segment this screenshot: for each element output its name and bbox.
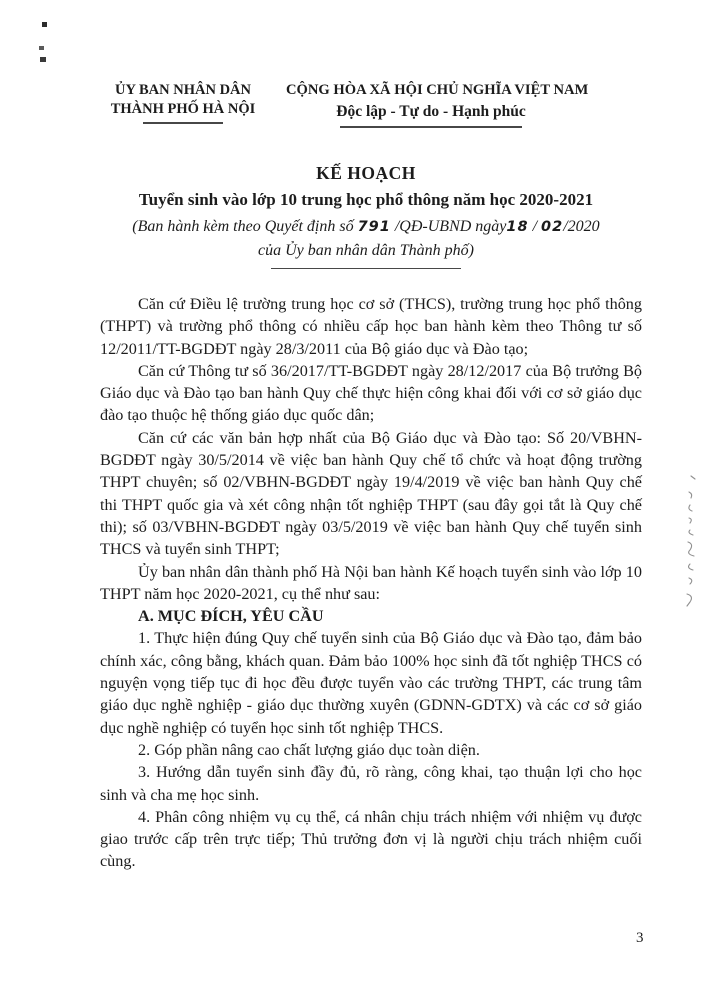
scan-speck — [40, 57, 46, 62]
issuance-separator: / — [528, 218, 542, 235]
handwriting-scribble-icon — [680, 472, 698, 617]
scan-speck — [42, 22, 47, 27]
national-title: CỘNG HÒA XÃ HỘI CHỦ NGHĨA VIỆT NAM — [286, 82, 589, 98]
section-heading-a: A. MỤC ĐÍCH, YÊU CẦU — [138, 607, 324, 626]
scan-speck — [39, 46, 44, 50]
item-2: 2. Góp phần nâng cao chất lượng giáo dục toàn diện. — [138, 740, 480, 759]
issuance-year: /2020 — [563, 218, 600, 235]
issuing-authority-block — [98, 81, 268, 124]
item-3: 3. Hướng dẫn tuyển sinh đầy đủ, rõ ràng, công khai, tạo thuận lợi cho học sinh và cha mẹ học sinh. — [100, 763, 642, 804]
handwritten-day: 18 — [506, 219, 529, 235]
page-number: 3 — [636, 930, 644, 946]
national-motto-block — [286, 81, 589, 128]
paragraph-legal-basis-2: Căn cứ Thông tư số 36/2017/TT-BGDĐT ngày 28/12/2017 của Bộ trưởng Bộ Giáo dục và Đào tạo ban hành Quy chế thực hiện công khai đối với cơ sở giáo dục đào tạo thuộc hệ thống giáo dục quốc dân; — [100, 361, 642, 425]
issuance-line2: của Ủy ban nhân dân Thành phố) — [258, 242, 474, 259]
issuance-mid: /QĐ-UBND ngày — [390, 218, 507, 235]
issuing-authority-line2: THÀNH PHỐ HÀ NỘI — [110, 101, 256, 117]
item-1: 1. Thực hiện đúng Quy chế tuyển sinh của Bộ Giáo dục và Đào tạo, đảm bảo chính xác, công bằng, khách quan. Đảm bảo 100% học sinh đã tốt nghiệp THCS có nguyện vọng tiếp tục đi học đều được tuyển vào các trường THPT, các trung tâm giáo dục nghề nghiệp - giáo dục thường xuyên (GDNN-GDTX) và các cơ sở giáo dục nghề nghiệp có tuyển học sinh tốt nghiệp THCS. — [100, 629, 642, 737]
paragraph-intro: Ủy ban nhân dân thành phố Hà Nội ban hành Kế hoạch tuyển sinh vào lớp 10 THPT năm học 2020-2021, cụ thể như sau: — [100, 562, 642, 603]
document-title: KẾ HOẠCH — [316, 163, 416, 183]
issuance-note — [36, 215, 696, 262]
document-title-block — [36, 161, 696, 269]
paragraph-legal-basis-1: Căn cứ Điều lệ trường trung học cơ sở (THCS), trường trung học phổ thông (THPT) và trường phổ thông có nhiều cấp học ban hành kèm theo Thông tư số 12/2011/TT-BGDĐT ngày 28/3/2011 của Bộ giáo dục và Đào tạo; — [100, 295, 642, 358]
issuing-authority-line1: ỦY BAN NHÂN DÂN — [114, 82, 251, 98]
header-right-underline — [340, 126, 522, 128]
header-left-underline — [143, 122, 223, 124]
paragraph-legal-basis-3: Căn cứ các văn bản hợp nhất của Bộ Giáo dục và Đào tạo: Số 20/VBHN-BGDĐT ngày 30/5/2014 về việc ban hành Quy chế tổ chức và hoạt động trường THPT chuyên; số 02/VBHN-BGDĐT ngày 19/4/2019 về việc ban hành Quy chế thi THPT quốc gia và xét công nhận tốt nghiệp THPT (sau đây gọi tắt là Quy chế thi); số 03/VBHN-BGDĐT ngày 03/5/2019 về việc ban hành Quy chế tuyển sinh THCS và tuyển sinh THPT; — [100, 428, 642, 559]
national-motto: Độc lập - Tự do - Hạnh phúc — [336, 103, 526, 120]
title-divider — [271, 268, 461, 269]
handwritten-decision-number: 791 — [357, 219, 391, 235]
document-body — [100, 293, 642, 873]
item-4: 4. Phân công nhiệm vụ cụ thể, cá nhân chịu trách nhiệm với nhiệm vụ được giao trước cấp trên trực tiếp; Thủ trưởng đơn vị là người chịu trách nhiệm cuối cùng. — [100, 807, 642, 871]
document-subtitle: Tuyển sinh vào lớp 10 trung học phổ thông năm học 2020-2021 — [138, 190, 594, 209]
handwritten-month: 02 — [541, 219, 564, 235]
issuance-prefix: (Ban hành kèm theo Quyết định số — [132, 218, 358, 235]
